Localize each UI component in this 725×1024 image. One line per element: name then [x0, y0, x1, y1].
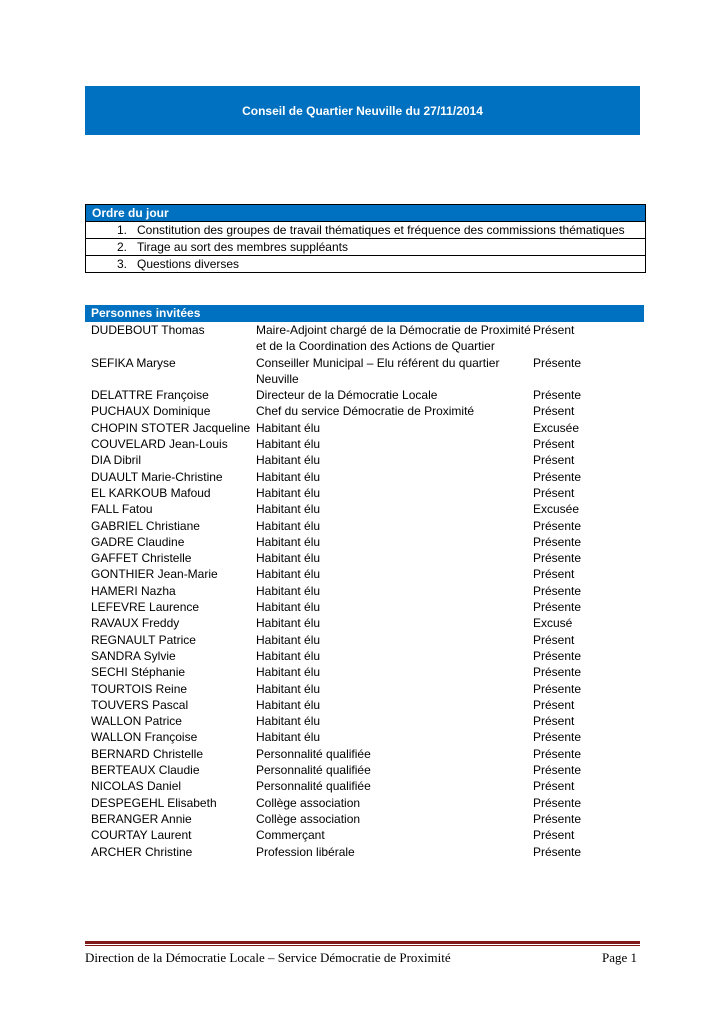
- guest-role: Chef du service Démocratie de Proximité: [256, 404, 475, 419]
- guest-name: SEFIKA Maryse: [91, 355, 176, 370]
- guest-status: Présente: [533, 811, 582, 826]
- guest-status: Présente: [533, 844, 582, 859]
- guest-row: [85, 632, 644, 648]
- guest-row: [85, 485, 644, 501]
- guest-name: CHOPIN STOTER Jacqueline: [91, 420, 251, 435]
- guest-name: WALLON Patrice: [91, 714, 182, 729]
- agenda-item: [86, 255, 645, 272]
- guest-status: Excusée: [533, 502, 580, 517]
- guest-name: PUCHAUX Dominique: [91, 404, 211, 419]
- guest-name: WALLON Françoise: [91, 730, 198, 745]
- guest-row: [85, 746, 644, 762]
- agenda-item-text: Questions diverses: [137, 257, 240, 271]
- guest-status: Présent: [533, 567, 575, 582]
- guest-role: Habitant élu: [256, 551, 321, 566]
- guest-row: [85, 403, 644, 419]
- guest-status: Présent: [533, 453, 575, 468]
- guest-status: Présente: [533, 355, 582, 370]
- guest-role: Habitant élu: [256, 518, 321, 533]
- guest-role: Profession libérale: [256, 844, 355, 859]
- guest-row: [85, 827, 644, 843]
- guest-name: BERNARD Christelle: [91, 746, 204, 761]
- guest-row: [85, 550, 644, 566]
- guest-row: [85, 778, 644, 794]
- guest-role: Habitant élu: [256, 485, 321, 500]
- guest-row: [85, 713, 644, 729]
- document-title: Conseil de Quartier Neuville du 27/11/2014: [242, 103, 483, 118]
- guest-status: Présente: [533, 730, 582, 745]
- guest-role: Habitant élu: [256, 730, 321, 745]
- guest-status: Présent: [533, 697, 575, 712]
- guest-role: Habitant élu: [256, 600, 321, 615]
- guest-status: Présent: [533, 437, 575, 452]
- agenda-item-number: 2.: [116, 240, 127, 254]
- guest-role: Personnalité qualifiée: [256, 746, 371, 761]
- agenda-item-text: Constitution des groupes de travail thématiques et fréquence des commissions thématiques: [137, 223, 625, 237]
- guest-row: [85, 599, 644, 615]
- guest-row: [85, 355, 644, 388]
- agenda-item: [86, 238, 645, 255]
- guest-status: Présent: [533, 485, 575, 500]
- guest-name: DESPEGEHL Elisabeth: [91, 795, 217, 810]
- footer-divider-thick: [85, 941, 640, 944]
- guest-row: [85, 387, 644, 403]
- page-number: Page 1: [601, 950, 637, 965]
- guest-role: Habitant élu: [256, 648, 321, 663]
- guest-status: Présent: [533, 828, 575, 843]
- guest-status: Présent: [533, 779, 575, 794]
- guest-role: Habitant élu: [256, 534, 321, 549]
- guest-status: Présente: [533, 388, 582, 403]
- guest-row: [85, 452, 644, 468]
- guest-role: Habitant élu: [256, 567, 321, 582]
- guest-role: Commerçant: [256, 828, 325, 843]
- guest-role: Habitant élu: [256, 681, 321, 696]
- guest-name: SECHI Stéphanie: [91, 665, 186, 680]
- guest-name: GADRE Claudine: [91, 534, 185, 549]
- guest-name: TOUVERS Pascal: [91, 697, 189, 712]
- agenda-item-number: 3.: [116, 257, 127, 271]
- guest-status: Présent: [533, 714, 575, 729]
- guest-name: DUAULT Marie-Christine: [91, 469, 223, 484]
- guests-heading: Personnes invitées: [85, 305, 644, 322]
- guest-status: Présente: [533, 518, 582, 533]
- guest-status: Présente: [533, 681, 582, 696]
- footer-divider-thin: [85, 945, 640, 946]
- guest-row: [85, 436, 644, 452]
- guest-name: REGNAULT Patrice: [91, 632, 196, 647]
- guest-row: [85, 501, 644, 517]
- guest-role: Habitant élu: [256, 420, 321, 435]
- guest-status: Présente: [533, 648, 582, 663]
- guest-row: [85, 583, 644, 599]
- guest-role: Personnalité qualifiée: [256, 763, 371, 778]
- guest-name: NICOLAS Daniel: [91, 779, 182, 794]
- agenda-heading: Ordre du jour: [86, 205, 645, 221]
- guests-table: [85, 305, 644, 860]
- guest-name: RAVAUX Freddy: [91, 616, 180, 631]
- guest-name: BERTEAUX Claudie: [91, 763, 200, 778]
- guest-role: Habitant élu: [256, 697, 321, 712]
- guest-row: [85, 681, 644, 697]
- guest-name: COURTAY Laurent: [91, 828, 192, 843]
- guest-name: DELATTRE Françoise: [91, 388, 209, 403]
- guest-status: Présente: [533, 534, 582, 549]
- guest-role: Personnalité qualifiée: [256, 779, 371, 794]
- guest-status: Présente: [533, 469, 582, 484]
- guest-status: Présente: [533, 795, 582, 810]
- guest-row: [85, 844, 644, 860]
- guest-name: ARCHER Christine: [91, 844, 193, 859]
- guest-row: [85, 762, 644, 778]
- guest-role: Maire-Adjoint chargé de la Démocratie de Proximité et de la Coordination des Actions de Quartier: [256, 323, 531, 354]
- guest-row: [85, 420, 644, 436]
- guest-row: [85, 729, 644, 745]
- guest-role: Habitant élu: [256, 453, 321, 468]
- guest-name: HAMERI Nazha: [91, 583, 176, 598]
- guest-role: Habitant élu: [256, 469, 321, 484]
- guest-role: Conseiller Municipal – Elu référent du quartier Neuville: [256, 355, 500, 386]
- guest-role: Collège association: [256, 811, 361, 826]
- guest-status: Présente: [533, 551, 582, 566]
- guest-status: Présent: [533, 632, 575, 647]
- guest-status: Présent: [533, 404, 575, 419]
- guest-name: COUVELARD Jean-Louis: [91, 437, 228, 452]
- guest-row: [85, 566, 644, 582]
- guest-name: EL KARKOUB Mafoud: [91, 485, 211, 500]
- guest-status: Présente: [533, 746, 582, 761]
- guest-name: BERANGER Annie: [91, 811, 192, 826]
- agenda-table: [85, 204, 646, 273]
- guest-name: FALL Fatou: [91, 502, 153, 517]
- guest-row: [85, 518, 644, 534]
- guest-row: [85, 615, 644, 631]
- guest-row: [85, 648, 644, 664]
- guest-role: Habitant élu: [256, 502, 321, 517]
- guest-status: Présent: [533, 323, 575, 337]
- guest-name: GAFFET Christelle: [91, 551, 192, 566]
- guest-name: SANDRA Sylvie: [91, 648, 176, 663]
- guest-status: Présente: [533, 763, 582, 778]
- guest-name: TOURTOIS Reine: [91, 681, 188, 696]
- guest-name: DIA Dibril: [91, 453, 142, 468]
- guest-role: Habitant élu: [256, 437, 321, 452]
- agenda-item: [86, 221, 645, 238]
- guest-row: [85, 697, 644, 713]
- guest-row: [85, 795, 644, 811]
- document-title-banner: [85, 86, 640, 135]
- guest-status: Excusé: [533, 616, 573, 631]
- guest-status: Présente: [533, 583, 582, 598]
- guest-role: Habitant élu: [256, 665, 321, 680]
- guest-role: Habitant élu: [256, 616, 321, 631]
- guest-role: Habitant élu: [256, 632, 321, 647]
- guest-role: Collège association: [256, 795, 361, 810]
- guests-rows: [85, 322, 644, 860]
- guest-name: DUDEBOUT Thomas: [91, 323, 205, 337]
- guest-row: [85, 322, 644, 355]
- guest-status: Excusée: [533, 420, 580, 435]
- agenda-item-text: Tirage au sort des membres suppléants: [137, 240, 348, 254]
- guest-row: [85, 664, 644, 680]
- guest-name: GONTHIER Jean-Marie: [91, 567, 218, 582]
- guest-role: Habitant élu: [256, 714, 321, 729]
- guest-row: [85, 469, 644, 485]
- guest-status: Présente: [533, 665, 582, 680]
- guest-name: GABRIEL Christiane: [91, 518, 200, 533]
- guest-role: Directeur de la Démocratie Locale: [256, 388, 438, 403]
- guest-row: [85, 811, 644, 827]
- guest-name: LEFEVRE Laurence: [91, 600, 200, 615]
- agenda-item-number: 1.: [116, 223, 127, 237]
- guest-role: Habitant élu: [256, 583, 321, 598]
- guest-row: [85, 534, 644, 550]
- footer-department: Direction de la Démocratie Locale – Service Démocratie de Proximité: [85, 950, 451, 965]
- guest-status: Présente: [533, 600, 582, 615]
